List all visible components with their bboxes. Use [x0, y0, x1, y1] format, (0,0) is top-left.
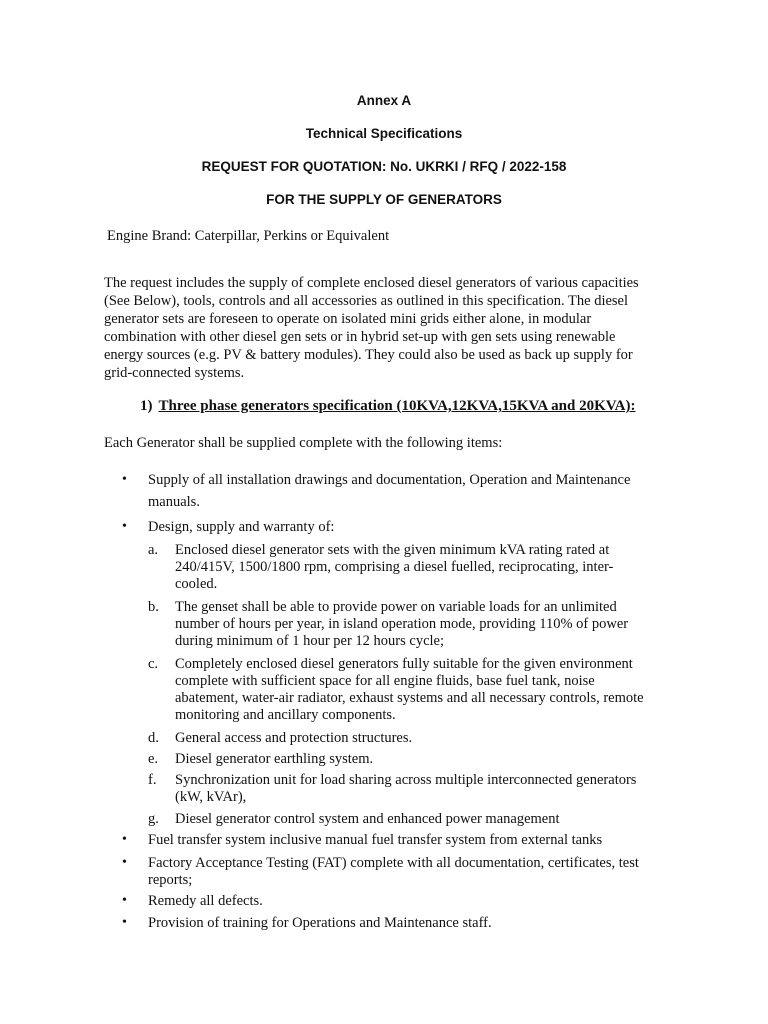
bullet-text: Supply of all installation drawings and documentation, Operation and Maintenance [148, 472, 631, 488]
section-heading [140, 398, 635, 415]
intro-line: The request includes the supply of complete enclosed diesel generators of various capacities [104, 275, 639, 291]
sub-item-text: (kW, kVAr), [175, 789, 247, 805]
intro-line: energy sources (e.g. PV & battery modules). They could also be used as back up supply for [104, 347, 633, 363]
each-generator-text: Each Generator shall be supplied complete with the following items: [104, 435, 503, 451]
intro-line: grid-connected systems. [104, 365, 245, 381]
intro-line: (See Below), tools, controls and all accessories as outlined in this specification. The diesel [104, 293, 629, 309]
sub-item-letter: g. [148, 811, 159, 827]
sub-item-text: monitoring and ancillary components. [175, 707, 396, 723]
sub-item-text: General access and protection structures. [175, 730, 413, 746]
sub-item-letter: e. [148, 751, 159, 767]
sub-item-text: The genset shall be able to provide power on variable loads for an unlimited [175, 599, 617, 615]
sub-item-letter: c. [148, 656, 159, 672]
bullet-glyph: • [122, 915, 127, 930]
intro-line: combination with other diesel gen sets or in hybrid set-up with gen sets using renewable [104, 329, 616, 345]
bullet-glyph: • [122, 472, 127, 487]
section-title: Three phase generators specification (10KVA,12KVA,15KVA and 20KVA): [158, 398, 636, 414]
bullet-text: Remedy all defects. [148, 893, 263, 909]
bullet-text: Fuel transfer system inclusive manual fuel transfer system from external tanks [148, 832, 603, 848]
annex-heading: Annex A [356, 93, 412, 108]
bullet-text: Factory Acceptance Testing (FAT) complete with all documentation, certificates, test [148, 855, 639, 871]
engine-brand: Engine Brand: Caterpillar, Perkins or Equivalent [107, 228, 390, 244]
sub-item-letter: f. [148, 772, 157, 788]
section-number: 1) [140, 398, 153, 414]
rfq-heading: REQUEST FOR QUOTATION: No. UKRKI / RFQ / 2022-158 [201, 159, 567, 174]
sub-item-text: 240/415V, 1500/1800 rpm, comprising a diesel fuelled, reciprocating, inter- [175, 559, 614, 575]
intro-line: generator sets are foreseen to operate on isolated mini grids either alone, in modular [104, 311, 592, 327]
sub-item-letter: d. [148, 730, 159, 746]
bullet-glyph: • [122, 832, 127, 847]
bullet-glyph: • [122, 855, 127, 870]
sub-item-text: during minimum of 1 hour per 12 hours cycle; [175, 633, 445, 649]
sub-item-text: Diesel generator control system and enhanced power management [175, 811, 560, 827]
bullet-glyph: • [122, 519, 127, 534]
bullet-text: Provision of training for Operations and Maintenance staff. [148, 915, 492, 931]
sub-item-text: Diesel generator earthling system. [175, 751, 374, 767]
sub-item-text: complete with sufficient space for all engine fluids, base fuel tank, noise [175, 673, 595, 689]
sub-item-text: Enclosed diesel generator sets with the given minimum kVA rating rated at [175, 542, 610, 558]
sub-item-text: cooled. [175, 576, 218, 592]
bullet-glyph: • [122, 893, 127, 908]
sub-item-text: Completely enclosed diesel generators fully suitable for the given environment [175, 656, 633, 672]
doc-title: Technical Specifications [305, 126, 463, 141]
sub-item-text: abatement, water-air radiator, exhaust systems and all necessary controls, remote [175, 690, 644, 706]
bullet-text: Design, supply and warranty of: [148, 519, 335, 535]
sub-item-letter: a. [148, 542, 159, 558]
sub-item-letter: b. [148, 599, 159, 615]
bullet-text: reports; [148, 872, 193, 888]
sub-item-text: Synchronization unit for load sharing across multiple interconnected generators [175, 772, 637, 788]
supply-heading: FOR THE SUPPLY OF GENERATORS [266, 192, 502, 207]
sub-item-text: number of hours per year, in island operation mode, providing 110% of power [175, 616, 629, 632]
bullet-text: manuals. [148, 494, 200, 510]
